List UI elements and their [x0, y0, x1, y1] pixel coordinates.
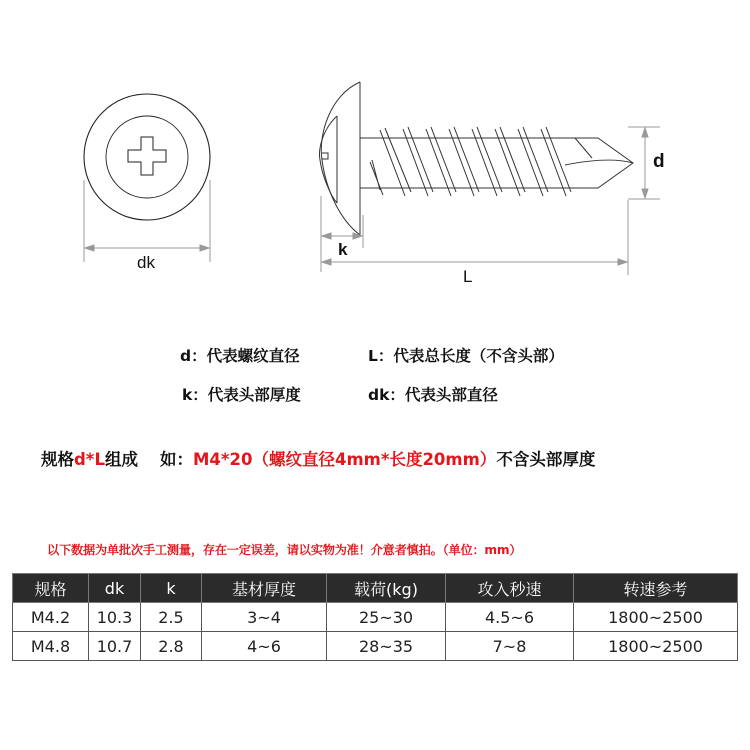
- spec-format: d*L: [74, 450, 105, 469]
- cell: 28~35: [327, 632, 446, 661]
- spec-prefix: 规格: [41, 450, 74, 469]
- header-drill-speed: 攻入秒速: [446, 574, 574, 603]
- cell: 25~30: [327, 603, 446, 632]
- example-value: M4*20（螺纹直径4mm*长度20mm）: [192, 450, 497, 469]
- spec-table: [12, 573, 738, 661]
- header-rpm: 转速参考: [574, 574, 738, 603]
- cell: 1800~2500: [574, 603, 738, 632]
- legend-dk: dk：代表头部直径: [368, 386, 498, 404]
- header-k: k: [141, 574, 202, 603]
- cell: 7~8: [446, 632, 574, 661]
- table-row: [13, 632, 738, 661]
- cell: 3~4: [202, 603, 327, 632]
- header-dk: dk: [89, 574, 141, 603]
- dk-label: dk: [137, 253, 155, 272]
- cell: 10.7: [89, 632, 141, 661]
- spec-format-line: [41, 446, 595, 470]
- table-header-row: [13, 574, 738, 603]
- example-label: 如：: [159, 450, 193, 469]
- head-top-view: [84, 94, 210, 220]
- cell: 2.5: [141, 603, 202, 632]
- phillips-cross-icon: [128, 137, 166, 175]
- cell: 4~6: [202, 632, 327, 661]
- legend-L: L：代表总长度（不含头部）: [368, 347, 564, 365]
- cell: 4.5~6: [446, 603, 574, 632]
- screw-diagram: [0, 0, 750, 300]
- k-L-dimension: [321, 196, 628, 275]
- spec-suffix: 组成: [104, 450, 138, 469]
- example-note: 不含头部厚度: [496, 450, 596, 469]
- header-substrate-thickness: 基材厚度: [202, 574, 327, 603]
- table-row: [13, 603, 738, 632]
- measurement-notice: 以下数据为单批次手工测量，存在一定误差，请以实物为准！介意者慎拍。（单位：mm）: [47, 543, 522, 557]
- dk-dimension: [84, 180, 210, 262]
- cell: M4.2: [13, 603, 89, 632]
- legend-d: d：代表螺纹直径: [180, 347, 300, 365]
- L-label: L: [463, 267, 473, 286]
- k-label: k: [338, 240, 348, 259]
- cell: 2.8: [141, 632, 202, 661]
- legend-k: k：代表头部厚度: [182, 386, 301, 404]
- d-label: d: [653, 151, 665, 172]
- cell: M4.8: [13, 632, 89, 661]
- screw-side-view: [320, 82, 633, 235]
- cell: 1800~2500: [574, 632, 738, 661]
- header-spec: 规格: [13, 574, 89, 603]
- cell: 10.3: [89, 603, 141, 632]
- header-load: 载荷(kg): [327, 574, 446, 603]
